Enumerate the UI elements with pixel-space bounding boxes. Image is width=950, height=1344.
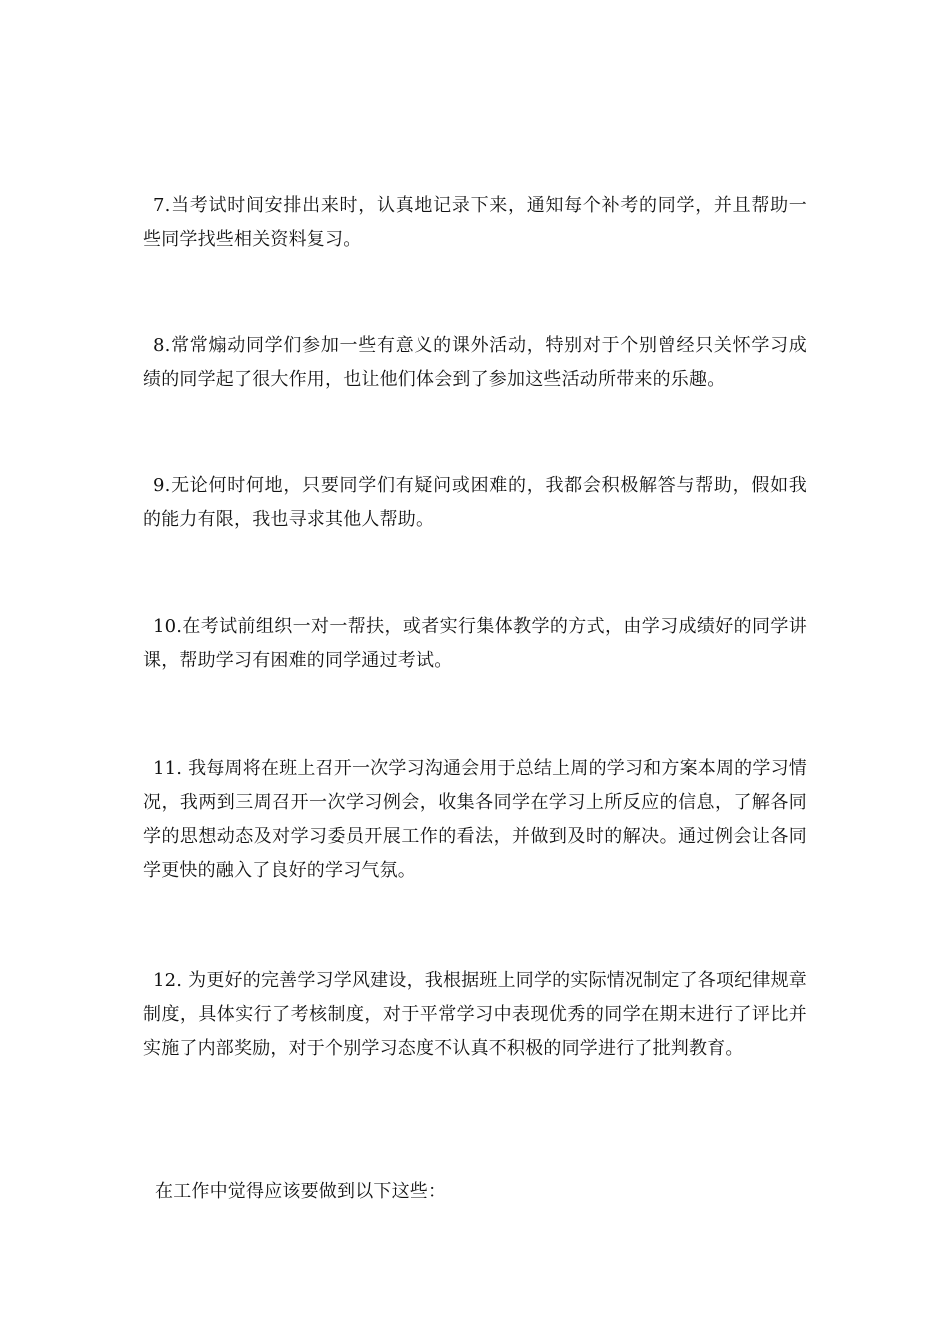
paragraph-item-7: 7.当考试时间安排出来时，认真地记录下来，通知每个补考的同学，并且帮助一些同学找些相关资料复习。 bbox=[143, 195, 807, 250]
paragraph-item-10: 10.在考试前组织一对一帮扶，或者实行集体教学的方式，由学习成绩好的同学讲课，帮助学习有困难的同学通过考试。 bbox=[143, 616, 807, 671]
section-lead-text: 在工作中觉得应该要做到以下这些： bbox=[155, 1181, 447, 1202]
paragraph-item-11: 11. 我每周将在班上召开一次学习沟通会用于总结上周的学习和方案本周的学习情况，我两到三周召开一次学习例会，收集各同学在学习上所反应的信息，了解各同学的思想动态及对学习委员开展工作的看法，并做到及时的解决。通过例会让各同学更快的融入了良好的学习气氛。 bbox=[143, 758, 807, 881]
paragraph-item-8: 8.常常煽动同学们参加一些有意义的课外活动，特别对于个别曾经只关怀学习成绩的同学起了很大作用，也让他们体会到了参加这些活动所带来的乐趣。 bbox=[143, 335, 807, 390]
paragraph-item-9: 9.无论何时何地，只要同学们有疑问或困难的，我都会积极解答与帮助，假如我的能力有限，我也寻求其他人帮助。 bbox=[143, 475, 807, 530]
paragraph-item-12: 12. 为更好的完善学习学风建设，我根据班上同学的实际情况制定了各项纪律规章制度，具体实行了考核制度，对于平常学习中表现优秀的同学在期末进行了评比并实施了内部奖励，对于个别学习态度不认真不积极的同学进行了批判教育。 bbox=[143, 970, 807, 1059]
